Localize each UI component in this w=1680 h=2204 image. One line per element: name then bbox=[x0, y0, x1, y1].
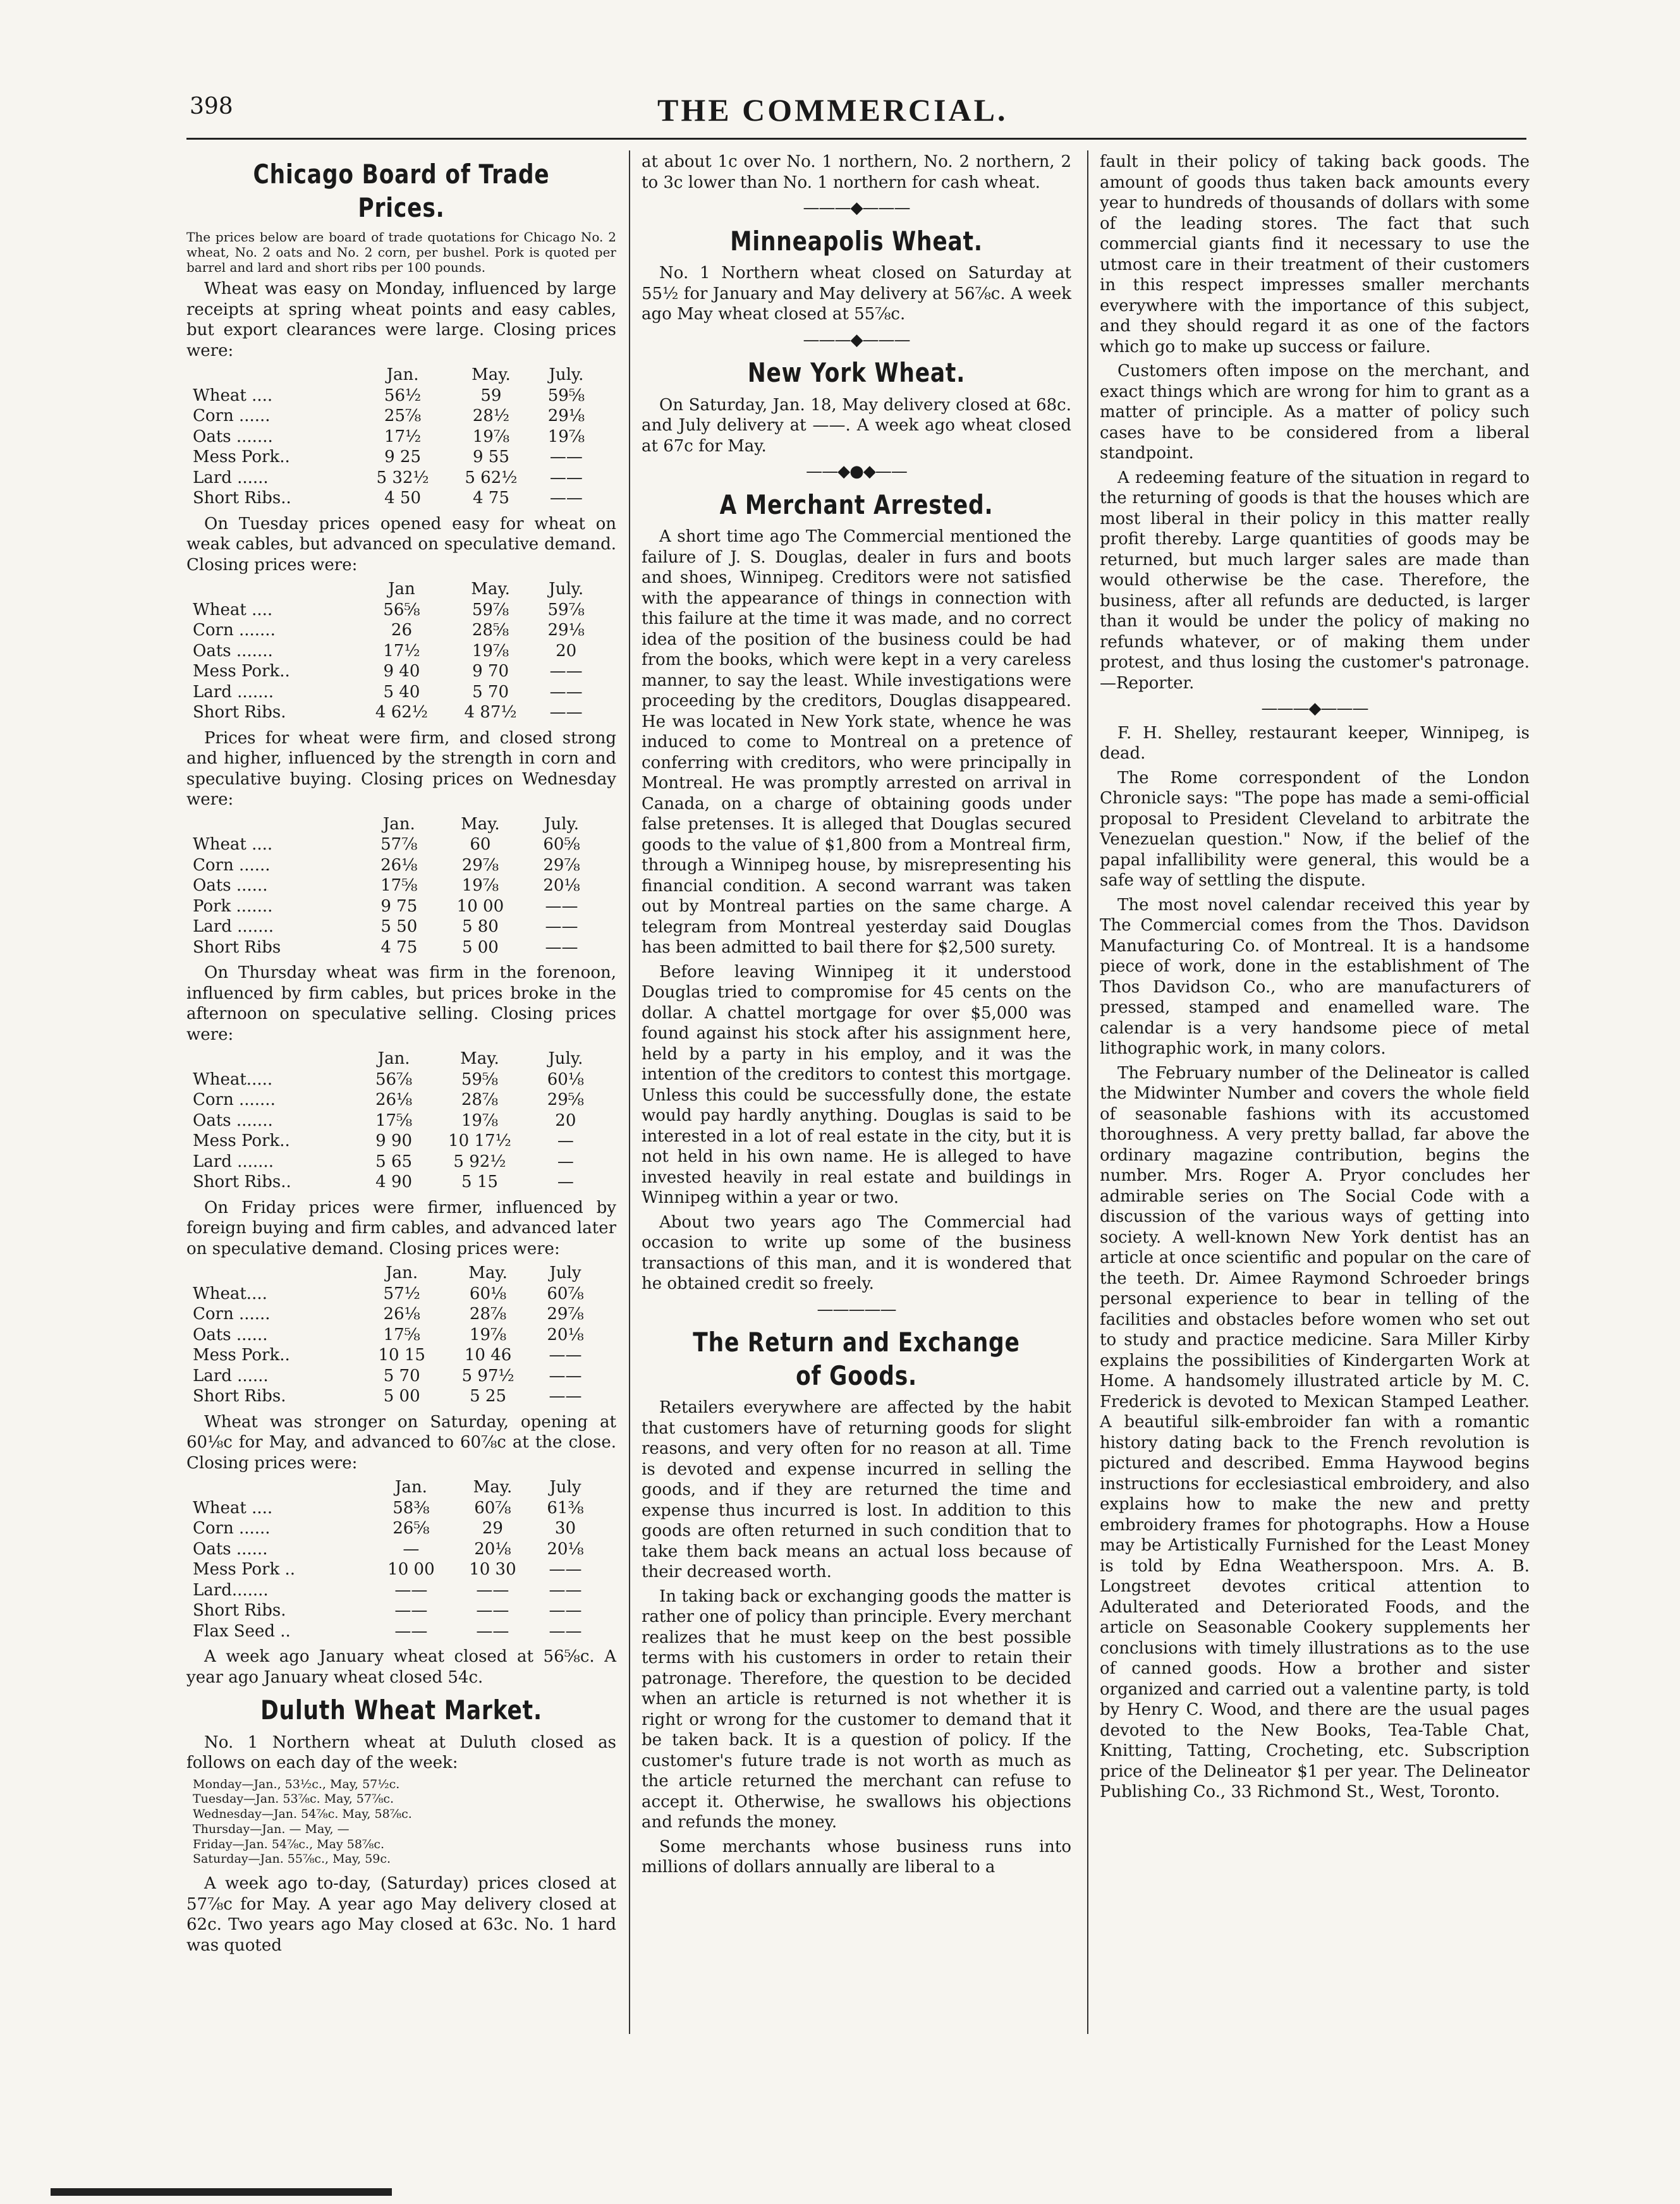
price-cell: 29⅞ bbox=[543, 855, 580, 875]
table-row bbox=[193, 1386, 597, 1407]
price-cell: 5 40 bbox=[383, 682, 420, 702]
minneapolis-text: No. 1 Northern wheat closed on Saturday at 55½ for January and May delivery at 56⅞c. A week ago May wheat closed at 55⅞c. bbox=[642, 264, 1071, 324]
table-row bbox=[193, 488, 597, 509]
merchant-heading: A Merchant Arrested. bbox=[719, 489, 994, 520]
price-cell: 17⅝ bbox=[375, 1111, 413, 1130]
column-header: Jan. bbox=[386, 365, 419, 384]
table-row bbox=[193, 1345, 597, 1366]
column-header: July bbox=[549, 1263, 581, 1282]
commodity-label: Short Ribs. bbox=[193, 1387, 286, 1406]
column-header bbox=[193, 1477, 370, 1498]
price-cell: 5 32½ bbox=[376, 468, 429, 487]
column-header: Jan. bbox=[394, 1478, 427, 1497]
chicago-heading: Chicago Board of Trade Prices. bbox=[253, 159, 550, 223]
column-header: May. bbox=[468, 1263, 508, 1282]
price-cell: 20 bbox=[555, 1111, 576, 1130]
price-cell: 60⅞ bbox=[474, 1498, 511, 1518]
price-cell: 10 15 bbox=[378, 1346, 425, 1365]
price-cell: 5 50 bbox=[380, 917, 418, 936]
commodity-label: Short Ribs bbox=[193, 937, 281, 957]
merchant-text: About two years ago The Commercial had occasion to write up some of the business transactions of this man, and it is wondered that he obtained credit so freely. bbox=[642, 1212, 1071, 1293]
price-table bbox=[193, 814, 597, 958]
price-cell: 20⅛ bbox=[547, 1325, 584, 1344]
price-cell: 5 70 bbox=[383, 1366, 420, 1385]
table-row bbox=[193, 702, 597, 723]
price-cell: —— bbox=[476, 1621, 509, 1641]
price-cell: 28½ bbox=[472, 406, 510, 425]
table-row bbox=[193, 1172, 597, 1193]
price-cell: —— bbox=[549, 468, 583, 487]
price-cell: 4 75 bbox=[472, 489, 509, 508]
column-header bbox=[193, 814, 363, 835]
commodity-label: Wheat .... bbox=[193, 835, 273, 854]
commodity-label: Corn ...... bbox=[193, 855, 271, 875]
new-york-text: On Saturday, Jan. 18, May delivery closed at 68c. and July delivery at ——. A week ago wheat closed at 67c for May. bbox=[642, 395, 1071, 456]
news-item: F. H. Shelley, restaurant keeper, Winnipeg, is dead. bbox=[1100, 723, 1530, 763]
price-cell: —— bbox=[545, 917, 578, 936]
table-row bbox=[193, 855, 597, 876]
price-cell: —— bbox=[549, 1366, 582, 1385]
commodity-label: Mess Pork.. bbox=[193, 662, 290, 681]
return-heading: The Return and Exchange of Goods. bbox=[693, 1327, 1020, 1391]
price-cell: —— bbox=[549, 703, 583, 722]
duluth-quotes bbox=[193, 1777, 616, 1868]
price-cell: 9 40 bbox=[383, 662, 420, 681]
price-cell: 60⅞ bbox=[547, 1284, 584, 1303]
price-table bbox=[193, 1477, 597, 1641]
commodity-label: Mess Pork.. bbox=[193, 1346, 290, 1365]
price-cell: 17½ bbox=[384, 427, 422, 446]
minneapolis-heading: Minneapolis Wheat. bbox=[730, 225, 983, 257]
commodity-label: Lard....... bbox=[193, 1580, 269, 1600]
table-row bbox=[193, 661, 597, 682]
price-cell: 56⅝ bbox=[383, 600, 420, 619]
price-cell: 20 bbox=[556, 641, 577, 661]
column-3 bbox=[1100, 152, 1530, 1806]
section-divider: ——◆●◆—— bbox=[806, 462, 907, 481]
price-cell: 26⅛ bbox=[380, 855, 418, 875]
column-header: May. bbox=[472, 365, 511, 384]
price-cell: 60⅛ bbox=[469, 1284, 507, 1303]
price-cell: — bbox=[557, 1131, 574, 1150]
price-cell: 5 00 bbox=[383, 1387, 420, 1406]
price-cell: 28⅞ bbox=[461, 1090, 499, 1109]
price-cell: 19⅞ bbox=[461, 1111, 499, 1130]
table-row bbox=[193, 1621, 597, 1642]
commodity-label: Wheat..... bbox=[193, 1069, 273, 1089]
table-row bbox=[193, 682, 597, 703]
commodity-label: Wheat.... bbox=[193, 1284, 267, 1303]
chicago-saturday-text: Wheat was stronger on Saturday, opening at 60⅛c for May, and advanced to 60⅞c at the close. Closing prices were: bbox=[186, 1412, 616, 1473]
price-table bbox=[193, 1049, 597, 1193]
table-row bbox=[193, 937, 597, 958]
commodity-label: Corn ...... bbox=[193, 406, 271, 425]
commodity-label: Oats ...... bbox=[193, 876, 268, 895]
price-table bbox=[193, 1263, 597, 1407]
column-2 bbox=[642, 152, 1071, 1882]
table-row bbox=[193, 1580, 597, 1601]
commodity-label: Short Ribs. bbox=[193, 703, 286, 722]
table-row bbox=[193, 620, 597, 641]
price-cell: —— bbox=[476, 1601, 509, 1620]
price-cell: 10 17½ bbox=[448, 1131, 511, 1150]
commodity-label: Corn ....... bbox=[193, 1090, 276, 1109]
price-cell: 4 87½ bbox=[464, 703, 517, 722]
commodity-label: Mess Pork.. bbox=[193, 1131, 290, 1150]
price-cell: 59⅞ bbox=[472, 600, 509, 619]
table-row bbox=[193, 1539, 597, 1560]
price-cell: 5 80 bbox=[461, 917, 499, 936]
price-cell: —— bbox=[394, 1621, 428, 1641]
price-cell: 29⅞ bbox=[461, 855, 499, 875]
price-cell: 5 70 bbox=[472, 682, 509, 702]
price-cell: 9 75 bbox=[380, 896, 418, 916]
chicago-wednesday-text: Prices for wheat were firm, and closed strong and higher, influenced by the strength in corn and speculative buying. Closing prices on Wednesday were: bbox=[186, 728, 616, 809]
return-continued-text: fault in their policy of taking back goods. The amount of goods thus taken back amounts every year to hundreds of thousands of dollars with some of the leading stores. The fact that such commercial giants find it necessary to use the utmost care in their treatment of their customers in this respect impresses smaller merchants everywhere with the importance of this subject, and they should regard it as one of the factors which go to make up success or failure. bbox=[1100, 152, 1530, 356]
section-divider: ————— bbox=[817, 1300, 896, 1319]
table-header-row bbox=[193, 365, 597, 386]
price-cell: 4 75 bbox=[380, 937, 418, 957]
column-header: July. bbox=[549, 365, 584, 384]
price-cell: 19⅞ bbox=[469, 1325, 507, 1344]
section-divider: ———◆——— bbox=[803, 198, 910, 217]
table-header-row bbox=[193, 1263, 597, 1284]
table-row bbox=[193, 896, 597, 917]
price-cell: 26 bbox=[391, 621, 412, 640]
page-number: 398 bbox=[190, 94, 233, 119]
commodity-label: Wheat .... bbox=[193, 386, 273, 405]
duluth-quote-line: Monday—Jan., 53½c., May, 57½c. bbox=[193, 1777, 400, 1791]
price-table bbox=[193, 365, 597, 509]
commodity-label: Pork ....... bbox=[193, 896, 273, 916]
commodity-label: Oats ...... bbox=[193, 1325, 268, 1344]
return-text: Customers often impose on the merchant, and exact things which are wrong for him to grant as a matter of principle. As a matter of policy such cases have to be considered from a liberal standpoint. bbox=[1100, 362, 1530, 463]
commodity-label: Flax Seed .. bbox=[193, 1621, 291, 1641]
commodity-label: Lard ....... bbox=[193, 1152, 274, 1171]
column-header: Jan. bbox=[386, 1263, 418, 1282]
duluth-quote-line: Friday—Jan. 54⅞c., May 58⅞c. bbox=[193, 1837, 385, 1851]
price-cell: 19⅞ bbox=[472, 427, 510, 446]
commodity-label: Short Ribs. bbox=[193, 1601, 286, 1620]
commodity-label: Lard ...... bbox=[193, 468, 269, 487]
price-cell: —— bbox=[549, 1346, 582, 1365]
price-cell: 4 90 bbox=[375, 1172, 413, 1191]
column-rule bbox=[1087, 150, 1088, 2034]
price-cell: 5 00 bbox=[461, 937, 499, 957]
price-cell: 19⅞ bbox=[472, 641, 509, 661]
table-row bbox=[193, 834, 597, 855]
continued-text: at about 1c over No. 1 northern, No. 2 northern, 2 to 3c lower than No. 1 northern for cash wheat. bbox=[642, 152, 1071, 192]
table-row bbox=[193, 447, 597, 468]
price-cell: —— bbox=[394, 1580, 428, 1600]
price-cell: 9 55 bbox=[472, 447, 509, 466]
table-row bbox=[193, 1131, 597, 1152]
price-cell: 29⅛ bbox=[547, 621, 585, 640]
price-cell: 10 00 bbox=[387, 1560, 435, 1579]
table-row bbox=[193, 1090, 597, 1111]
scan-edge-bar bbox=[51, 2188, 392, 2196]
column-header: July. bbox=[548, 1049, 583, 1068]
price-cell: 59 bbox=[480, 386, 502, 405]
table-row bbox=[193, 427, 597, 447]
chicago-friday-text: On Friday prices were firmer, influenced by foreign buying and firm cables, and advanced later on speculative demand. Closing prices were: bbox=[186, 1198, 616, 1258]
price-table bbox=[193, 579, 597, 723]
price-cell: 56⅞ bbox=[375, 1069, 413, 1089]
duluth-week-text: A week ago to-day, (Saturday) prices closed at 57⅞c for May. A year ago May delivery closed at 62c. Two years ago May closed at 63c. No. 1 hard was quoted bbox=[186, 1874, 616, 1955]
commodity-label: Oats ....... bbox=[193, 1111, 273, 1130]
price-cell: —— bbox=[545, 896, 578, 916]
commodity-label: Mess Pork.. bbox=[193, 447, 290, 466]
table-header-row bbox=[193, 1049, 597, 1069]
table-row bbox=[193, 406, 597, 427]
column-header: Jan. bbox=[377, 1049, 410, 1068]
table-row bbox=[193, 386, 597, 406]
price-cell: 10 00 bbox=[456, 896, 504, 916]
price-cell: —— bbox=[549, 489, 583, 508]
chicago-thursday-text: On Thursday wheat was firm in the forenoon, influenced by firm cables, but prices broke in the afternoon on speculative selling. Closing prices were: bbox=[186, 963, 616, 1044]
table-row bbox=[193, 1600, 597, 1621]
news-item: The most novel calendar received this year by The Commercial comes from the Thos. Davidson Manufacturing Co. of Montreal. It is a handsome piece of work, done in the establishment of The Thos Davidson Co., who are manufacturers of pressed, stamped and enamelled ware. The calendar is a very handsome piece of metal lithographic work, in many colors. bbox=[1100, 895, 1530, 1058]
column-header: Jan. bbox=[382, 814, 415, 834]
column-header: Jan bbox=[388, 580, 415, 599]
header-rule bbox=[186, 138, 1526, 140]
chicago-week-text: A week ago January wheat closed at 56⅝c. A year ago January wheat closed 54c. bbox=[186, 1647, 616, 1687]
section-divider: ———◆——— bbox=[1261, 699, 1368, 718]
duluth-quote-line: Thursday—Jan. — May, — bbox=[193, 1822, 350, 1836]
price-cell: 17⅝ bbox=[380, 876, 418, 895]
price-cell: —— bbox=[549, 1580, 582, 1600]
return-text: In taking back or exchanging goods the matter is rather one of policy than principle. Every merchant realizes that he must keep on the best possible terms with his customers in order to retain their patronage. Therefore, the question to be decided when an article is returned is not whether it is right or wrong for the customer to demand that it be taken back. It is a question of policy. If the customer's future trade is not worth as much as the article returned the merchant can refuse to accept it. Otherwise, he swallows his objections and refunds the money. bbox=[642, 1586, 1071, 1832]
section-divider: ———◆——— bbox=[803, 330, 910, 350]
column-header: May. bbox=[471, 580, 510, 599]
price-cell: 58⅜ bbox=[393, 1498, 430, 1518]
price-cell: 10 46 bbox=[464, 1346, 512, 1365]
duluth-quote-line: Tuesday—Jan. 53⅞c. May, 57⅞c. bbox=[193, 1792, 394, 1806]
price-cell: 17⅝ bbox=[383, 1325, 420, 1344]
duluth-intro: No. 1 Northern wheat at Duluth closed as follows on each day of the week: bbox=[186, 1732, 616, 1772]
price-cell: 60 bbox=[470, 835, 491, 854]
price-cell: 17½ bbox=[383, 641, 420, 661]
column-header bbox=[193, 1049, 362, 1069]
column-header: July. bbox=[549, 580, 584, 599]
column-1 bbox=[186, 152, 616, 1959]
price-cell: —— bbox=[549, 1621, 582, 1641]
price-cell: 10 30 bbox=[469, 1560, 516, 1579]
price-cell: 25⅞ bbox=[384, 406, 422, 425]
column-header bbox=[193, 579, 357, 600]
chicago-note: The prices below are board of trade quotations for Chicago No. 2 wheat, No. 2 oats and No. 2 corn, per bushel. Pork is quoted per barrel and lard and short ribs per 100 pounds. bbox=[186, 229, 616, 275]
new-york-heading: New York Wheat. bbox=[747, 357, 966, 388]
price-cell: 60⅝ bbox=[543, 835, 580, 854]
price-cell: 26⅛ bbox=[375, 1090, 413, 1109]
price-cell: 9 90 bbox=[375, 1131, 413, 1150]
commodity-label: Lard ....... bbox=[193, 682, 274, 702]
price-cell: —— bbox=[549, 447, 583, 466]
commodity-label: Oats ...... bbox=[193, 1539, 268, 1559]
news-item: The Rome correspondent of the London Chronicle says: "The pope has made a semi-official proposal to President Cleveland to arbitrate the Venezuelan question." Now, if the belief of the papal infallibility were general, this would be a safe way of settling the dispute. bbox=[1100, 768, 1530, 890]
column-header: May. bbox=[461, 814, 500, 834]
price-cell: — bbox=[557, 1172, 574, 1191]
commodity-label: Lard ...... bbox=[193, 1366, 269, 1385]
price-cell: 59⅝ bbox=[461, 1069, 499, 1089]
column-header: July bbox=[549, 1478, 581, 1497]
price-cell: 29⅝ bbox=[547, 1090, 584, 1109]
table-row bbox=[193, 1152, 597, 1172]
price-cell: 26⅝ bbox=[393, 1519, 430, 1538]
price-cell: —— bbox=[549, 682, 583, 702]
table-header-row bbox=[193, 814, 597, 835]
price-cell: 29 bbox=[482, 1519, 503, 1538]
table-row bbox=[193, 1366, 597, 1387]
price-cell: —— bbox=[549, 662, 583, 681]
price-cell: —— bbox=[476, 1580, 509, 1600]
price-cell: 29⅛ bbox=[547, 406, 585, 425]
price-cell: 28⅞ bbox=[469, 1305, 507, 1324]
merchant-text: A short time ago The Commercial mentioned the failure of J. S. Douglas, dealer in furs and boots and shoes, Winnipeg. Creditors were not satisfied with the appearance of things in connection with this failure at the time it was made, and no correct idea of the position of the business could be had from the books, which were kept in a very careless manner, to say the least. While investigations were proceeding by the creditors, Douglas disappeared. He was located in New York state, whence he was induced to come to Montreal on a pretence of conferring with creditors, who were principally in Montreal. He was promptly arrested on arrival in Canada, on a charge of obtaining goods under false pretenses. It is alleged that Douglas secured goods to the value of $1,800 from a Montreal firm, through a Winnipeg house, by misrepresenting his financial condition. A second warrant was taken out by Montreal parties on the same charge. A telegram from Montreal yesterday said Douglas has been admitted to bail there for $2,500 surety. bbox=[642, 527, 1071, 957]
chicago-monday-text: Wheat was easy on Monday, influenced by large receipts at spring wheat points and easy cables, but export clearances were large. Closing prices were: bbox=[186, 279, 616, 360]
table-row bbox=[193, 1325, 597, 1346]
table-row bbox=[193, 1284, 597, 1305]
price-cell: 9 70 bbox=[472, 662, 509, 681]
price-cell: 56½ bbox=[384, 386, 422, 405]
price-cell: —— bbox=[549, 1560, 582, 1579]
price-cell: 20⅛ bbox=[543, 876, 580, 895]
commodity-label: Short Ribs.. bbox=[193, 1172, 291, 1191]
table-row bbox=[193, 641, 597, 662]
column-header: May. bbox=[460, 1049, 499, 1068]
table-header-row bbox=[193, 1477, 597, 1498]
chicago-tuesday-text: On Tuesday prices opened easy for wheat on weak cables, but advanced on speculative demand. Closing prices were: bbox=[186, 514, 616, 575]
news-item: The February number of the Delineator is called the Midwinter Number and covers the whole field of seasonable fashions with its accustomed thoroughness. A very pretty ballad, far above the ordinary magazine contribution, begins the number. Mrs. Roger A. Pryor concludes her admirable series on The Social Code with a discussion of the various ways of getting into society. A well-known New York dentist has an article at once scientific and popular on the care of the teeth. Dr. Aimee Raymond Schroeder brings personal experience to bear in telling of the facilities and obstacles before women who set out to study and practice medicine. Sara Miller Kirby explains the possibilities of Kindergarten Work at Home. A handsomely illustrated article by M. C. Frederick is devoted to Mexican Stamped Leather. A beautiful silk-embroider fan with a romantic history dating back to the French revolution is pictured and described. Emma Haywood begins instructions for ecclesiastical embroidery, and also explains how to make the new and pretty embroidery frames for photographs. How a House may be Artistically Furnished for the Least Money is told by Edna Weatherspoon. Mrs. A. B. Longstreet devotes critical attention to Adulterated and Deteriorated Foods, and the article on Seasonable Cookery supplements her conclusions with timely illustrations as to the use of canned goods. How a brother and sister organized and carried out a valentine party, is told by Henry C. Wood, and there are the usual pages devoted to the New Books, Tea-Table Chat, Knitting, Tatting, Crocheting, etc. Subscription price of the Delineator $1 per year. The Delineator Publishing Co., 33 Richmond St., West, Toronto. bbox=[1100, 1063, 1530, 1801]
merchant-text: Before leaving Winnipeg it it understood Douglas tried to compromise for 45 cents on the dollar. A chattel mortgage for over $5,000 was found against his stock after his assignment here, held by a party in his employ, and it was the intention of the creditors to contest this mortgage. Unless this could be successfully done, the estate would pay hardly anything. Douglas is said to be interested in a lot of real estate in the city, but it is not held in his own name. He is alleged to have invested heavily in real estate and buildings in Winnipeg within a year or two. bbox=[642, 962, 1071, 1207]
price-cell: 57⅞ bbox=[380, 835, 418, 854]
commodity-label: Mess Pork .. bbox=[193, 1560, 296, 1579]
price-cell: —— bbox=[549, 1601, 582, 1620]
commodity-label: Wheat .... bbox=[193, 600, 273, 619]
commodity-label: Corn ...... bbox=[193, 1305, 271, 1324]
table-row bbox=[193, 1111, 597, 1131]
commodity-label: Lard ....... bbox=[193, 917, 274, 936]
column-header: May. bbox=[473, 1478, 513, 1497]
price-cell: — bbox=[403, 1539, 420, 1559]
price-cell: 29⅞ bbox=[547, 1305, 584, 1324]
table-row bbox=[193, 916, 597, 937]
price-cell: 5 65 bbox=[375, 1152, 413, 1171]
commodity-label: Oats ....... bbox=[193, 427, 273, 446]
price-cell: — bbox=[557, 1152, 574, 1171]
price-cell: 19⅞ bbox=[547, 427, 585, 446]
return-text: A redeeming feature of the situation in regard to the returning of goods is that the houses which are most liberal in their policy in this matter really profit thereby. Large quantities of goods may be returned, but much larger sales are made than would otherwise be the case. Therefore, the business, after all refunds are deducted, is larger than it would be under the policy of making no refunds whatever, or of making them under protest, and thus losing the customer's patronage.—Reporter. bbox=[1100, 468, 1530, 693]
return-text: Some merchants whose business runs into millions of dollars annually are liberal to a bbox=[642, 1837, 1071, 1877]
price-cell: 9 25 bbox=[384, 447, 422, 466]
price-cell: 59⅞ bbox=[547, 600, 585, 619]
table-row bbox=[193, 1498, 597, 1519]
price-cell: 60⅛ bbox=[547, 1069, 584, 1089]
price-cell: 5 25 bbox=[470, 1387, 507, 1406]
table-row bbox=[193, 1518, 597, 1539]
price-cell: 19⅞ bbox=[461, 876, 499, 895]
commodity-label: Oats ....... bbox=[193, 641, 273, 661]
commodity-label: Wheat .... bbox=[193, 1498, 273, 1518]
price-cell: 57½ bbox=[383, 1284, 420, 1303]
column-header bbox=[193, 365, 358, 386]
price-cell: 5 15 bbox=[461, 1172, 498, 1191]
commodity-label: Corn ....... bbox=[193, 621, 276, 640]
column-header bbox=[193, 1263, 361, 1284]
table-row bbox=[193, 1069, 597, 1090]
price-cell: 30 bbox=[554, 1519, 576, 1538]
price-cell: 61⅜ bbox=[547, 1498, 584, 1518]
table-row bbox=[193, 875, 597, 896]
price-cell: 20⅛ bbox=[547, 1539, 584, 1559]
price-cell: 26⅛ bbox=[383, 1305, 420, 1324]
column-header: July. bbox=[544, 814, 579, 834]
column-rule bbox=[629, 150, 630, 2034]
commodity-label: Corn ...... bbox=[193, 1519, 271, 1538]
price-cell: —— bbox=[545, 937, 578, 957]
duluth-quote-line: Wednesday—Jan. 54⅞c. May, 58⅞c. bbox=[193, 1807, 412, 1821]
price-cell: 20⅛ bbox=[474, 1539, 511, 1559]
price-cell: —— bbox=[394, 1601, 428, 1620]
price-cell: 4 62½ bbox=[375, 703, 428, 722]
table-row bbox=[193, 1559, 597, 1580]
price-cell: 5 92½ bbox=[453, 1152, 506, 1171]
return-text: Retailers everywhere are affected by the habit that customers have of returning goods for slight reasons, and very often for no reason at all. Time is devoted and expense incurred in selling the goods, and if they are returned the time and expense thus incurred is lost. In addition to this goods are often returned in such condition that to take them back means an actual loss because of their decreased worth. bbox=[642, 1398, 1071, 1581]
masthead: THE COMMERCIAL. bbox=[657, 92, 1008, 128]
price-cell: 4 50 bbox=[384, 489, 422, 508]
duluth-heading: Duluth Wheat Market. bbox=[260, 1695, 542, 1726]
price-cell: 5 97½ bbox=[461, 1366, 514, 1385]
price-cell: 28⅝ bbox=[472, 621, 509, 640]
table-row bbox=[193, 1304, 597, 1325]
commodity-label: Short Ribs.. bbox=[193, 489, 291, 508]
table-row bbox=[193, 468, 597, 489]
table-row bbox=[193, 600, 597, 621]
table-header-row bbox=[193, 579, 597, 600]
price-cell: 59⅝ bbox=[547, 386, 585, 405]
price-cell: —— bbox=[549, 1387, 582, 1406]
price-cell: 5 62½ bbox=[465, 468, 518, 487]
duluth-quote-line: Saturday—Jan. 55⅞c., May, 59c. bbox=[193, 1852, 391, 1866]
